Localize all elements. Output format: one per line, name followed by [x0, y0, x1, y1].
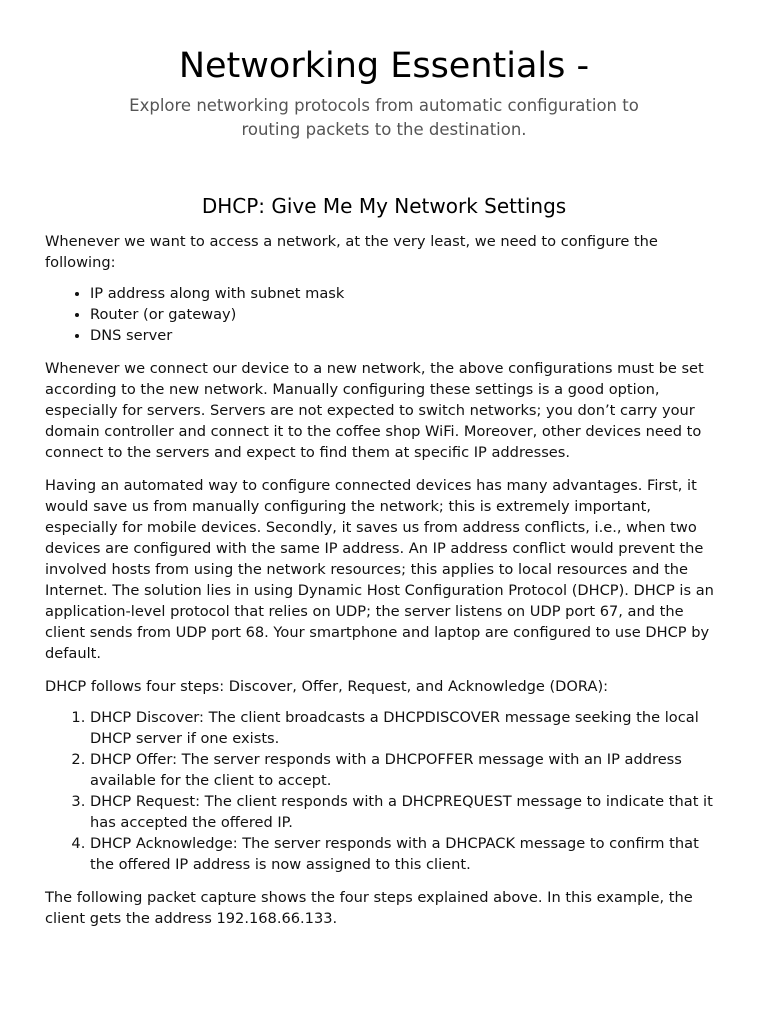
section-heading: DHCP: Give Me My Network Settings: [201, 194, 567, 218]
dora-step-list: [45, 707, 723, 875]
body-paragraph: Whenever we connect our device to a new network, the above configurations must be set according to the new network. Manually configuring these settings is a good option, especially for servers. Servers are not expected to switch networks; you don’t carry your domain controller and connect it to the coffee shop WiFi. Moreover, other devices need to connect to the servers and expect to find them at specific IP addresses.: [45, 360, 704, 461]
list-item: • IP address along with subnet mask: [90, 283, 723, 304]
body-paragraph: Having an automated way to configure connected devices has many advantages. First, it would save us from manually configuring the network; this is extremely important, especially for mobile devices. Secondly, it saves us from address conflicts, i.e., when two devices are configured with the same IP address. An IP address conflict would prevent the involved hosts from using the network resources; this applies to local resources and the Internet. The solution lies in using Dynamic Host Configuration Protocol (DHCP). DHCP is an application-level protocol that relies on UDP; the server listens on UDP port 67, and the client sends from UDP port 68. Your smartphone and laptop are configured to use DHCP by default.: [45, 477, 714, 662]
list-item: • DNS server: [90, 325, 723, 346]
intro-paragraph: Whenever we want to access a network, at the very least, we need to configure the following:: [45, 233, 658, 271]
list-item: 2. DHCP Offer: The server responds with a DHCPOFFER message with an IP address available for the client to accept.: [90, 749, 723, 791]
closing-paragraph: The following packet capture shows the four steps explained above. In this example, the client gets the address 192.168.66.133.: [45, 889, 693, 927]
list-item: 3. DHCP Request: The client responds with a DHCPREQUEST message to indicate that it has accepted the offered IP.: [90, 791, 723, 833]
page-subtitle: Explore networking protocols from automatic configuration to routing packets to the destination.: [129, 96, 639, 139]
body-paragraph: DHCP follows four steps: Discover, Offer, Request, and Acknowledge (DORA):: [45, 678, 609, 695]
page-title: Networking Essentials -: [178, 46, 590, 86]
list-item: 4. DHCP Acknowledge: The server responds with a DHCPACK message to confirm that the offered IP address is now assigned to this client.: [90, 833, 723, 875]
list-item: • Router (or gateway): [90, 304, 723, 325]
config-bullet-list: [45, 283, 723, 346]
list-item: 1. DHCP Discover: The client broadcasts a DHCPDISCOVER message seeking the local DHCP server if one exists.: [90, 707, 723, 749]
